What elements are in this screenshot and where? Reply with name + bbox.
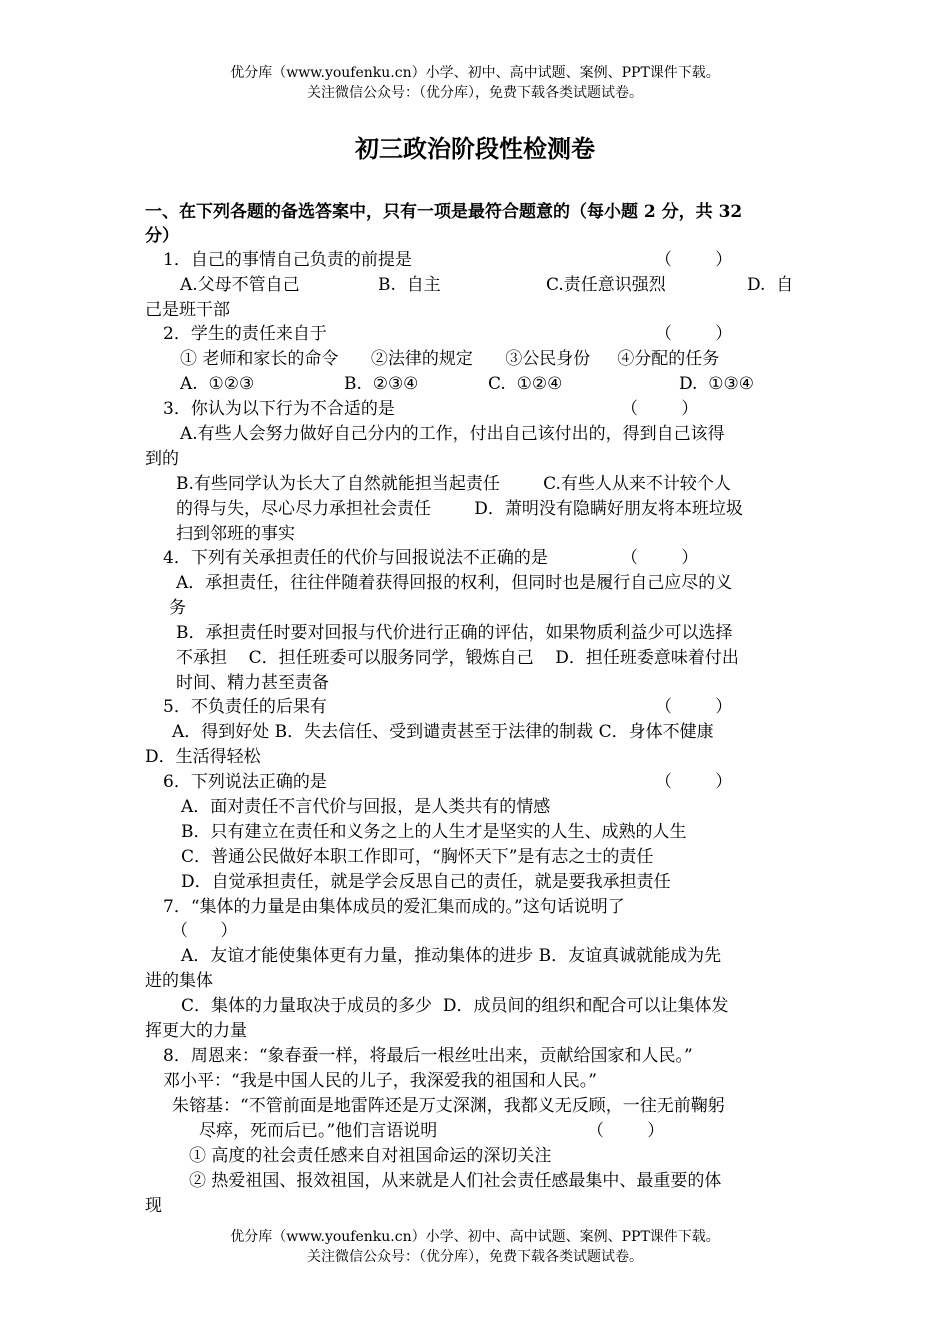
question-1-option-d-cont: 己是班干部: [145, 300, 230, 320]
question-2-answer-paren: （ ）: [655, 324, 733, 344]
section-heading-cont: 分）: [145, 226, 179, 246]
header-line-2: 关注微信公众号：（优分库），免费下载各类试题试卷。: [307, 85, 643, 101]
question-4-option-a-cont: 务: [169, 598, 186, 618]
question-6-answer-paren: （ ）: [655, 772, 733, 792]
question-2-option-b: B. ②③④: [344, 374, 419, 394]
question-3-option-a: A.有些人会努力做好自己分内的工作，付出自己该付出的，得到自己该得: [180, 424, 725, 444]
question-7-option-b-cont: 进的集体: [145, 971, 213, 991]
question-1-option-b: B. 自主: [378, 275, 441, 295]
question-5-options: A．得到好处 B．失去信任、受到谴责甚至于法律的制裁 C．身体不健康: [172, 722, 714, 742]
footer-line-2: 关注微信公众号：（优分库），免费下载各类试题试卷。: [307, 1249, 643, 1265]
question-6-stem: 6．下列说法正确的是: [163, 772, 327, 792]
question-8-quote-zhu: 朱镕基：“不管前面是地雷阵还是万丈深渊，我都义无反顾，一往无前鞠躬: [172, 1096, 725, 1116]
question-3-answer-paren: （ ）: [621, 399, 699, 419]
question-4-stem: 4．下列有关承担责任的代价与回报说法不正确的是: [163, 548, 548, 568]
page-title: 初三政治阶段性检测卷: [355, 135, 595, 163]
question-5-stem: 5．不负责任的后果有: [163, 697, 327, 717]
question-2-option-a: A. ①②③: [180, 374, 255, 394]
question-5-option-d: D．生活得轻松: [145, 747, 261, 767]
question-4-options-cd: 不承担 C．担任班委可以服务同学，锻炼自己 D．担任班委意味着付出: [176, 648, 739, 668]
question-3-options-bc: B.有些同学认为长大了自然就能担当起责任 C.有些人从来不计较个人: [176, 474, 731, 494]
question-8-item-1: ① 高度的社会责任感来自对祖国命运的深切关注: [189, 1146, 552, 1166]
question-6-option-a: A．面对责任不言代价与回报，是人类共有的情感: [181, 797, 551, 817]
question-4-option-b: B．承担责任时要对回报与代价进行正确的评估，如果物质利益少可以选择: [176, 623, 733, 643]
footer-line-1: 优分库（www.youfenku.cn）小学、初中、高中试题、案例、PPT课件下载。: [230, 1229, 720, 1245]
question-1-option-a: A.父母不管自己: [180, 275, 300, 295]
question-8-item-2: ② 热爱祖国、报效祖国，从来就是人们社会责任感最集中、最重要的体: [189, 1171, 722, 1191]
question-1-stem: 1．自己的事情自己负责的前提是: [163, 250, 412, 270]
question-3-options-cd: 的得与失，尽心尽力承担社会责任 D．萧明没有隐瞒好朋友将本班垃圾: [176, 499, 743, 519]
question-8-stem: 尽瘁，死而后已。”他们言语说明: [199, 1121, 438, 1141]
question-3-stem: 3．你认为以下行为不合适的是: [163, 399, 395, 419]
question-1-option-c: C.责任意识强烈: [546, 275, 666, 295]
question-7-answer-paren: （ ）: [171, 921, 238, 941]
question-4-answer-paren: （ ）: [621, 548, 699, 568]
question-7-options-ab: A．友谊才能使集体更有力量，推动集体的进步 B．友谊真诚就能成为先: [181, 946, 722, 966]
question-3-option-a-cont: 到的: [145, 449, 179, 469]
question-7-stem: 7．“集体的力量是由集体成员的爱汇集而成的。”这句话说明了: [163, 897, 625, 917]
question-3-option-d-cont: 扫到邻班的事实: [176, 524, 295, 544]
question-8-answer-paren: （ ）: [587, 1121, 665, 1141]
question-1-answer-paren: （ ）: [655, 250, 733, 270]
question-4-option-d-cont: 时间、精力甚至责备: [176, 673, 329, 693]
question-2-items: ① 老师和家长的命令 ②法律的规定 ③公民身份 ④分配的任务: [180, 349, 720, 369]
question-1-option-d: D. 自: [747, 275, 794, 295]
question-6-option-c: C．普通公民做好本职工作即可，“胸怀天下”是有志之士的责任: [181, 847, 654, 867]
question-2-stem: 2．学生的责任来自于: [163, 324, 327, 344]
question-7-options-cd: C．集体的力量取决于成员的多少 D．成员间的组织和配合可以让集体发: [181, 996, 729, 1016]
header-line-1: 优分库（www.youfenku.cn）小学、初中、高中试题、案例、PPT课件下载。: [230, 65, 720, 81]
question-5-answer-paren: （ ）: [655, 697, 733, 717]
question-8-quote-deng: 邓小平：“我是中国人民的儿子，我深爱我的祖国和人民。”: [163, 1071, 597, 1091]
question-2-option-c: C. ①②④: [488, 374, 563, 394]
question-8-quote-zhou: 8．周恩来：“象春蚕一样，将最后一根丝吐出来，贡献给国家和人民。”: [163, 1046, 693, 1066]
question-6-option-b: B．只有建立在责任和义务之上的人生才是坚实的人生、成熟的人生: [181, 822, 687, 842]
question-2-option-d: D. ①③④: [679, 374, 754, 394]
question-4-option-a: A．承担责任，往往伴随着获得回报的权利，但同时也是履行自己应尽的义: [176, 573, 733, 593]
question-8-item-2-cont: 现: [145, 1196, 162, 1216]
section-heading: 一、在下列各题的备选答案中，只有一项是最符合题意的（每小题 2 分，共 32: [145, 202, 743, 222]
question-6-option-d: D．自觉承担责任，就是学会反思自己的责任，就是要我承担责任: [181, 872, 671, 892]
question-7-option-d-cont: 挥更大的力量: [145, 1021, 247, 1041]
